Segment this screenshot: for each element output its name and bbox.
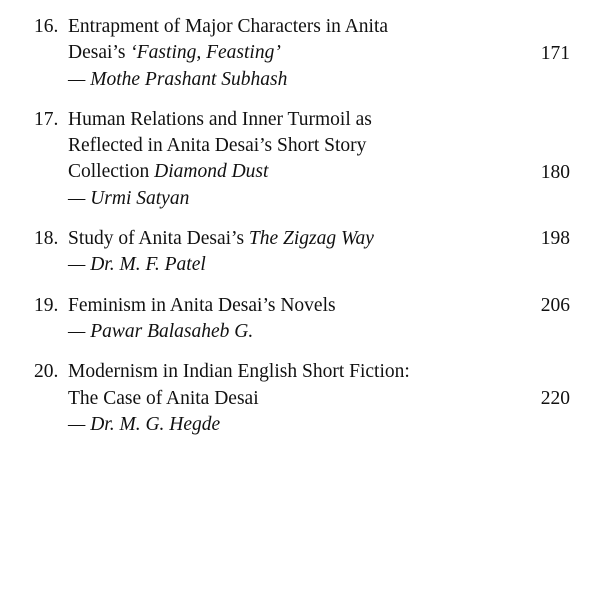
toc-entry [34, 359, 570, 438]
entry-number: 16. [34, 16, 59, 37]
entry-title-text: Desai’s [68, 42, 131, 64]
toc-entry [34, 107, 570, 212]
entry-author: — Pawar Balasaheb G. [68, 320, 254, 342]
entry-page-number: 220 [540, 387, 570, 409]
entry-number: 18. [34, 228, 59, 250]
entry-title-text: Collection [68, 161, 155, 183]
entry-number: 19. [34, 294, 59, 316]
entry-page-number: 198 [540, 228, 570, 250]
entry-title-text: Entrapment of Major Characters in Anita [68, 16, 389, 37]
entry-page-number: 206 [540, 294, 570, 316]
entry-title-text: The Case of Anita Desai [68, 387, 259, 409]
entry-number: 17. [34, 108, 59, 130]
entry-title-text: Human Relations and Inner Turmoil as [68, 108, 372, 130]
entry-title-text: Modernism in Indian English Short Fiction: [68, 361, 410, 383]
entry-title-line [34, 40, 570, 66]
entry-title-text: Study of Anita Desai’s [68, 228, 249, 250]
entry-title-line [34, 159, 570, 185]
entry-number: 20. [34, 361, 59, 383]
entry-author: — Dr. M. G. Hegde [68, 413, 221, 435]
entry-title-italic: ‘Fasting, Feasting’ [130, 42, 281, 64]
entry-title-line [34, 386, 570, 412]
table-of-contents [34, 14, 570, 438]
entry-title-italic: The Zigzag Way [248, 228, 374, 250]
entry-author: — Mothe Prashant Subhash [68, 68, 288, 90]
toc-entry [34, 14, 570, 93]
entry-title-line [34, 293, 570, 319]
entry-title-line [34, 107, 570, 133]
entry-title-text: Reflected in Anita Desai’s Short Story [68, 135, 367, 157]
entry-title-text: Feminism in Anita Desai’s Novels [68, 294, 336, 316]
entry-page-number: 180 [540, 161, 570, 183]
entry-title-line [34, 359, 570, 385]
entry-author: — Dr. M. F. Patel [68, 254, 206, 276]
entry-title-line [34, 14, 570, 40]
entry-page-number: 171 [540, 42, 570, 64]
entry-title-line [34, 133, 570, 159]
entry-title-italic: Diamond Dust [154, 161, 269, 183]
toc-entry [34, 226, 570, 279]
entry-author: — Urmi Satyan [68, 187, 190, 209]
entry-title-line [34, 226, 570, 252]
toc-entry [34, 293, 570, 346]
